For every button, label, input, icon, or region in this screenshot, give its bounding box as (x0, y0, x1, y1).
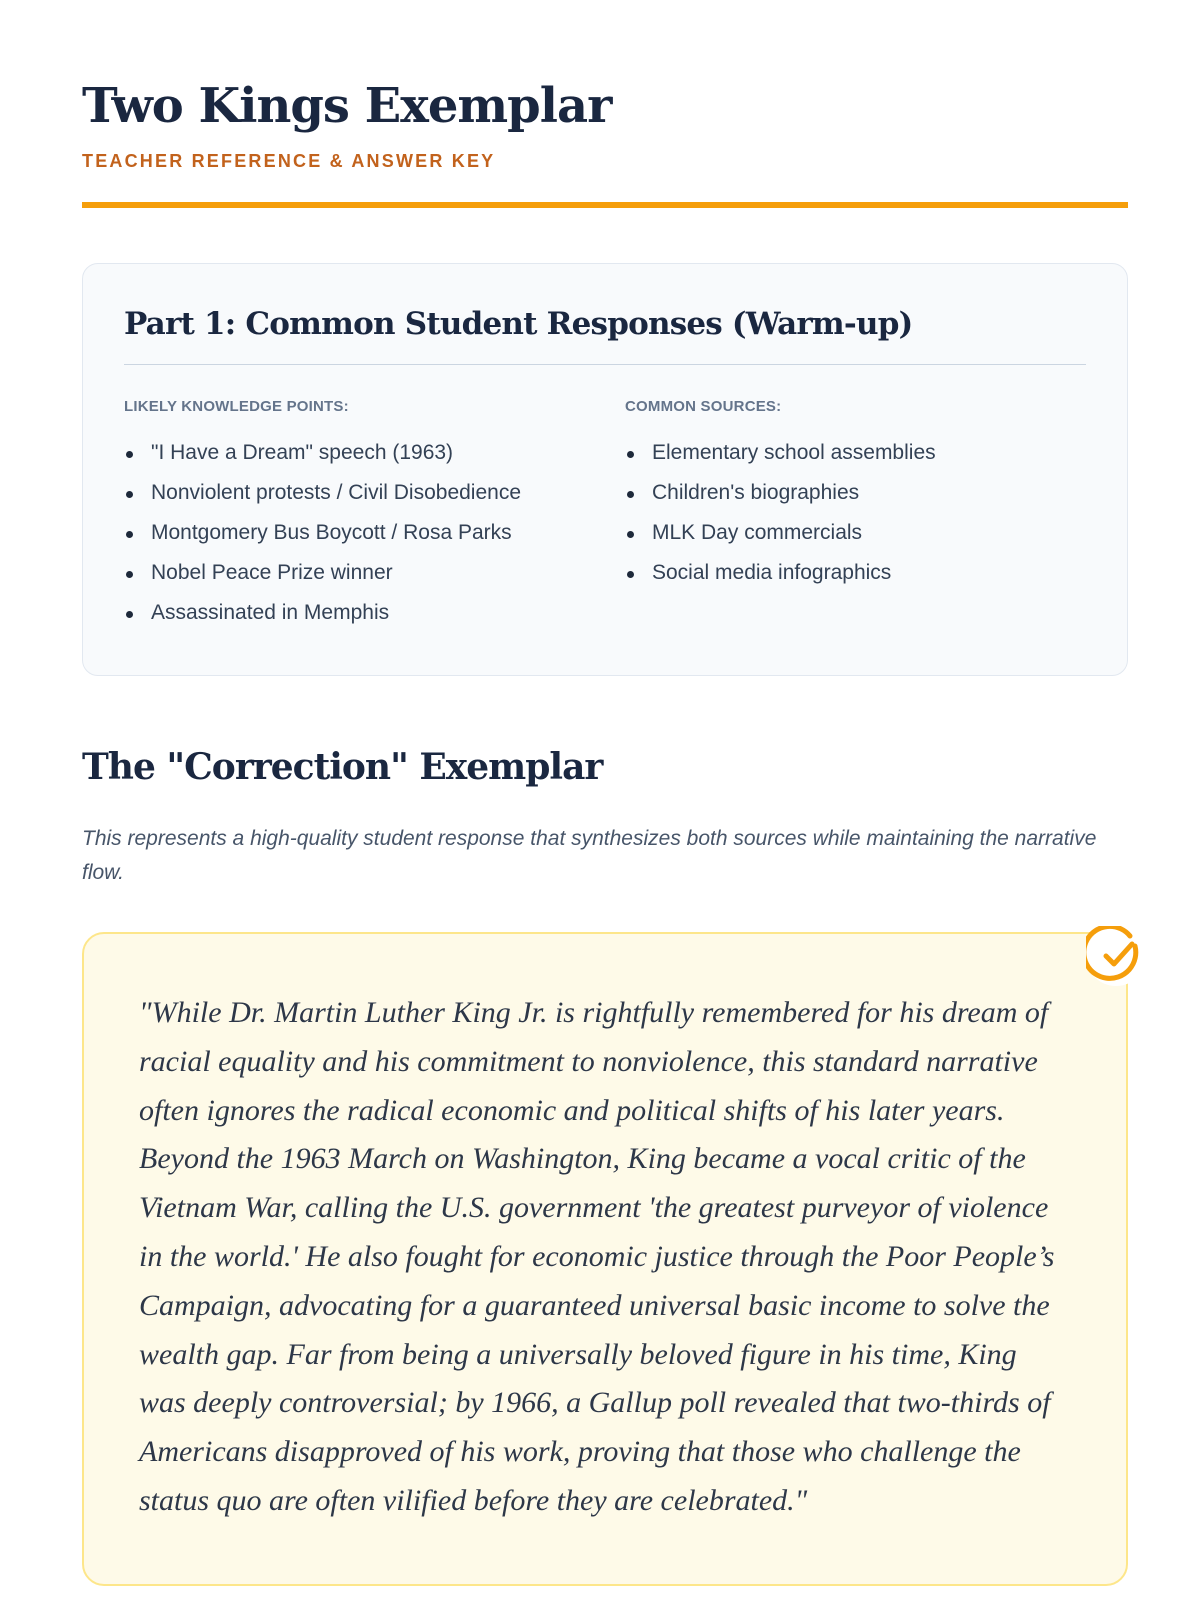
list-item: "I Have a Dream" speech (1963) (124, 433, 521, 473)
exemplar-text: "While Dr. Martin Luther King Jr. is rightfully remembered for his dream of racial equality and his commitment to nonviolence, this standard narrative often ignores the radical economic and political shifts of his later years. Beyond the 1963 March on Washington, King became a vocal critic of the Vietnam War, calling the U.S. government 'the greatest purveyor of violence in the world.' He also fought for economic justice through the Poor People’s Campaign, advocating for a guaranteed universal basic income to solve the wealth gap. Far from being a universally beloved figure in his time, King was deeply controversial; by 1966, a Gallup poll revealed that two-thirds of Americans disapproved of his work, proving that those who challenge the status quo are often vilified before they are celebrated." (139, 996, 1055, 1517)
list-item: Montgomery Bus Boycott / Rosa Parks (124, 513, 521, 553)
page-subtitle: TEACHER REFERENCE & ANSWER KEY (82, 151, 496, 171)
part1-divider (124, 364, 1086, 365)
list-item: Social media infographics (625, 553, 936, 593)
list-item: MLK Day commercials (625, 513, 936, 553)
knowledge-label: LIKELY KNOWLEDGE POINTS: (124, 398, 349, 415)
header-divider (82, 202, 1128, 208)
list-item: Nonviolent protests / Civil Disobedience (124, 473, 521, 513)
list-item: Elementary school assemblies (625, 433, 936, 473)
knowledge-column (124, 398, 521, 633)
part1-card (82, 263, 1128, 676)
list-item: Nobel Peace Prize winner (124, 553, 521, 593)
sources-label: COMMON SOURCES: (625, 398, 782, 415)
page-title: Two Kings Exemplar (82, 78, 612, 134)
list-item: Assassinated in Memphis (124, 593, 521, 633)
list-item: Children's biographies (625, 473, 936, 513)
exemplar-intro: This represents a high-quality student response that synthesizes both sources while maintaining the narrative flow. (82, 827, 1097, 884)
check-circle-icon (1086, 926, 1146, 986)
exemplar-title: The "Correction" Exemplar (82, 746, 603, 788)
sources-column (625, 398, 936, 593)
part1-title: Part 1: Common Student Responses (Warm-up) (124, 306, 913, 342)
sources-list (625, 433, 936, 593)
knowledge-list (124, 433, 521, 633)
exemplar-box (82, 932, 1128, 1586)
